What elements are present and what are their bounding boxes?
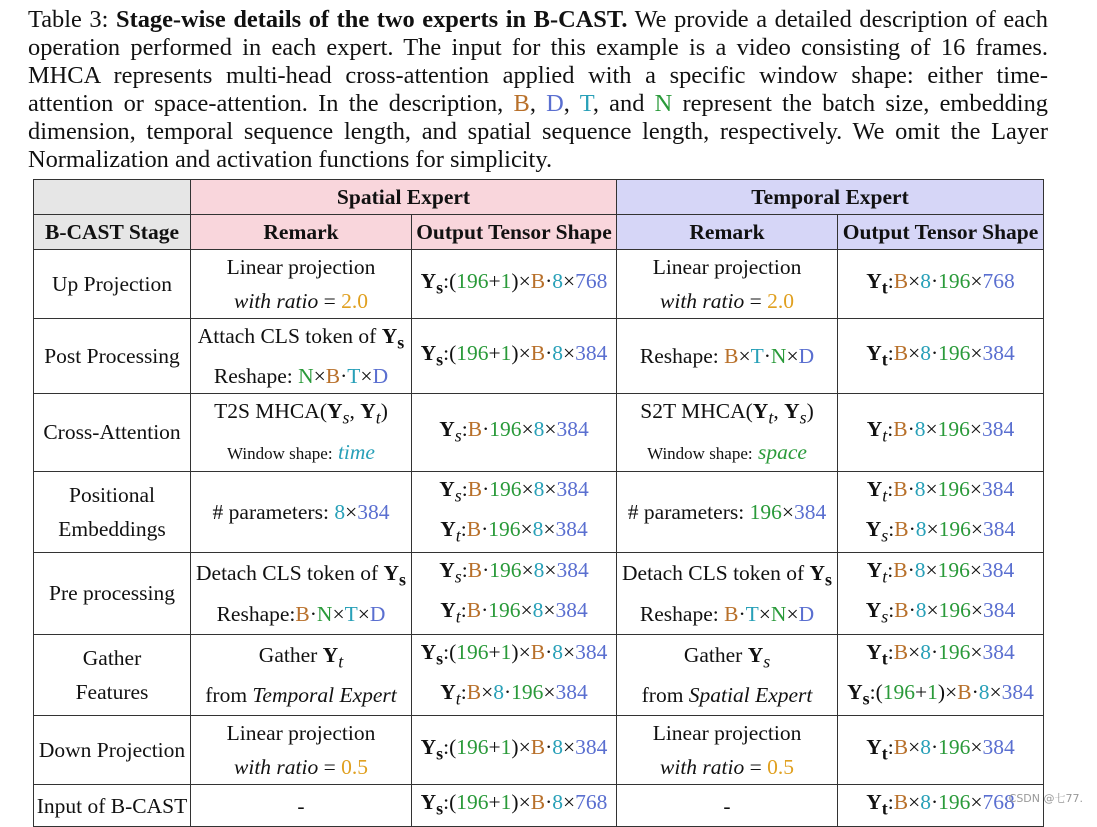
caption-D: D <box>546 90 564 117</box>
col-header-spatial-shape: Output Tensor Shape <box>412 215 617 250</box>
table-row <box>34 716 1044 785</box>
spatial-expert-header: Spatial Expert <box>191 180 617 215</box>
remark-line: T2S $MHCA(Y_s$, $Y_t$) <box>214 399 388 428</box>
group-header-row <box>34 180 1044 215</box>
spatial-shape-cell: $Y_s:(196+1)\times B\cdot 8\times 768$ <box>412 785 617 826</box>
temporal-remark-cell: Gather $Y_s$ from Spatial Expert <box>617 634 838 716</box>
col-header-temporal-remark: Remark <box>617 215 838 250</box>
caption-bold: Stage-wise details of the two experts in B-CAST. <box>116 6 628 33</box>
temporal-shape-cell: $Y_t:B\cdot 8\times 196\times 384$ $Y_s:B\cdot 8\times 196\times 384$ <box>838 553 1044 635</box>
temporal-shape-cell: $Y_t:B\cdot 8\times 196\times 384$ $Y_s:B\cdot 8\times 196\times 384$ <box>838 471 1044 553</box>
stage-cell: Input of B-CAST <box>34 785 191 826</box>
stage-cell: Pre processing <box>34 553 191 635</box>
remark-line: Linear projection <box>652 255 802 279</box>
temporal-shape-cell: $Y_t:B\cdot 8\times 196\times 384$ <box>838 394 1044 471</box>
spatial-remark-cell <box>191 394 412 471</box>
col-header-temporal-shape: Output Tensor Shape <box>838 215 1044 250</box>
caption-T: T <box>579 90 593 117</box>
temporal-remark-cell: Linear projection with ratio = 0.5 <box>617 716 838 785</box>
col-header-spatial-remark: Remark <box>191 215 412 250</box>
spatial-shape-cell: $Y_s:B\cdot 196\times 8\times 384$ <box>412 394 617 471</box>
caption-and: and <box>609 90 645 117</box>
table-row <box>34 471 1044 553</box>
temporal-shape-cell: $Y_t:B\times 8\cdot 196\times 384$ $Y_s:(196+1)\times B\cdot 8\times 384$ <box>838 634 1044 716</box>
temporal-remark-cell <box>617 250 838 319</box>
spatial-remark-cell <box>191 319 412 394</box>
spatial-remark-cell: Detach CLS token of $Y_s$ Reshape:B·N×T×D <box>191 553 412 635</box>
stage-cell: Gather Features <box>34 634 191 716</box>
table-row <box>34 553 1044 635</box>
stage-cell: Positional Embeddings <box>34 471 191 553</box>
spatial-shape-cell: $Y_s:(196+1)\times B\cdot 8\times 384$ <box>412 716 617 785</box>
spatial-remark-cell: Gather $Y_t$ from Temporal Expert <box>191 634 412 716</box>
table-caption: Table 3: Stage-wise details of the two experts in B-CAST. We provide a detailed description of each operation performed in each expert. The input for this example is a video consisting of 16 frames. MHCA represents multi-head cross-attention applied with a specific window shape: either time-attention or space-attention. In the description, B, D, T, and N represent the batch size, embedding dimension, temporal sequence length, and spatial sequence length, respectively. We omit the Layer Normalization and activation functions for simplicity. <box>28 6 1048 173</box>
temporal-shape-cell: $Y_t:B\times 8\cdot 196\times 768$ <box>838 785 1044 826</box>
watermark-text: CSDN @七77. <box>1008 792 1083 805</box>
remark-line: Window shape: space <box>647 439 807 464</box>
spatial-shape-cell: $Y_s:(196+1)\times B\cdot 8\times 384$ <box>412 319 617 394</box>
table-row <box>34 634 1044 716</box>
table-row <box>34 250 1044 319</box>
spatial-shape-cell: $Y_s:B\cdot 196\times 8\times 384$ $Y_t:B\cdot 196\times 8\times 384$ <box>412 471 617 553</box>
remark-line: with ratio = 2.0 <box>660 289 795 313</box>
caption-label: Table 3: <box>28 6 109 33</box>
table-row <box>34 394 1044 471</box>
temporal-remark-cell <box>617 394 838 471</box>
temporal-shape-cell: $Y_t:B\times 8\cdot 196\times 384$ <box>838 716 1044 785</box>
spatial-shape-cell: $Y_s:(196+1)\times B\cdot 8\times 384$ $Y_t:B\times 8\cdot 196\times 384$ <box>412 634 617 716</box>
temporal-remark-cell: - <box>617 785 838 826</box>
column-header-row <box>34 215 1044 250</box>
remark-line: Window shape: time <box>227 439 375 464</box>
caption-text-2: represent the batch size, embedding dimension, temporal sequence length, and spatial sequence length, respectively. We omit the Layer Normalization and activation functions for simplicity. <box>28 90 1048 173</box>
spatial-remark-cell: Linear projection with ratio = 0.5 <box>191 716 412 785</box>
stage-table <box>33 179 1044 827</box>
table-row <box>34 785 1044 826</box>
spatial-shape-cell: $Y_s:B\cdot 196\times 8\times 384$ $Y_t:B\cdot 196\times 8\times 384$ <box>412 553 617 635</box>
remark-line: Reshape: N×B·T×D <box>213 364 389 389</box>
remark-line: S2T $MHCA(Y_t$, $Y_s$) <box>640 399 814 428</box>
temporal-expert-header: Temporal Expert <box>617 180 1044 215</box>
stage-cell: Down Projection <box>34 716 191 785</box>
temporal-shape-cell: $Y_t:B\times 8\cdot 196\times 384$ <box>838 319 1044 394</box>
spatial-remark-cell: - <box>191 785 412 826</box>
remark-line: with ratio = 2.0 <box>234 289 368 313</box>
caption-B: B <box>513 90 530 117</box>
temporal-shape-cell: $Y_t:B\times 8\cdot 196\times 768$ <box>838 250 1044 319</box>
stage-cell: Post Processing <box>34 319 191 394</box>
spatial-shape-cell: $Y_s:(196+1)\times B\cdot 8\times 768$ <box>412 250 617 319</box>
caption-text-1: We provide a detailed description of each operation performed in each expert. The input for this example is a video consisting of 16 frames. MHCA represents multi-head cross-attention applied with a specific window shape: either time-attention or space-attention. In the description, <box>28 6 1048 117</box>
stage-cell: Up Projection <box>34 250 191 319</box>
remark-line: Attach CLS token of $Y_s$ <box>197 324 405 353</box>
spatial-remark-cell: # parameters: 8×384 <box>191 471 412 553</box>
col-header-stage: B-CAST Stage <box>34 215 191 250</box>
corner-cell <box>34 180 191 215</box>
temporal-remark-cell: Detach CLS token of $Y_s$ Reshape: B·T×N×D <box>617 553 838 635</box>
temporal-remark-cell: Reshape: B×T·N×D <box>617 319 838 394</box>
spatial-remark-cell <box>191 250 412 319</box>
caption-N: N <box>654 90 673 117</box>
stage-cell: Cross-Attention <box>34 394 191 471</box>
remark-line: Linear projection <box>226 255 376 279</box>
temporal-remark-cell: # parameters: 196×384 <box>617 471 838 553</box>
table-row <box>34 319 1044 394</box>
